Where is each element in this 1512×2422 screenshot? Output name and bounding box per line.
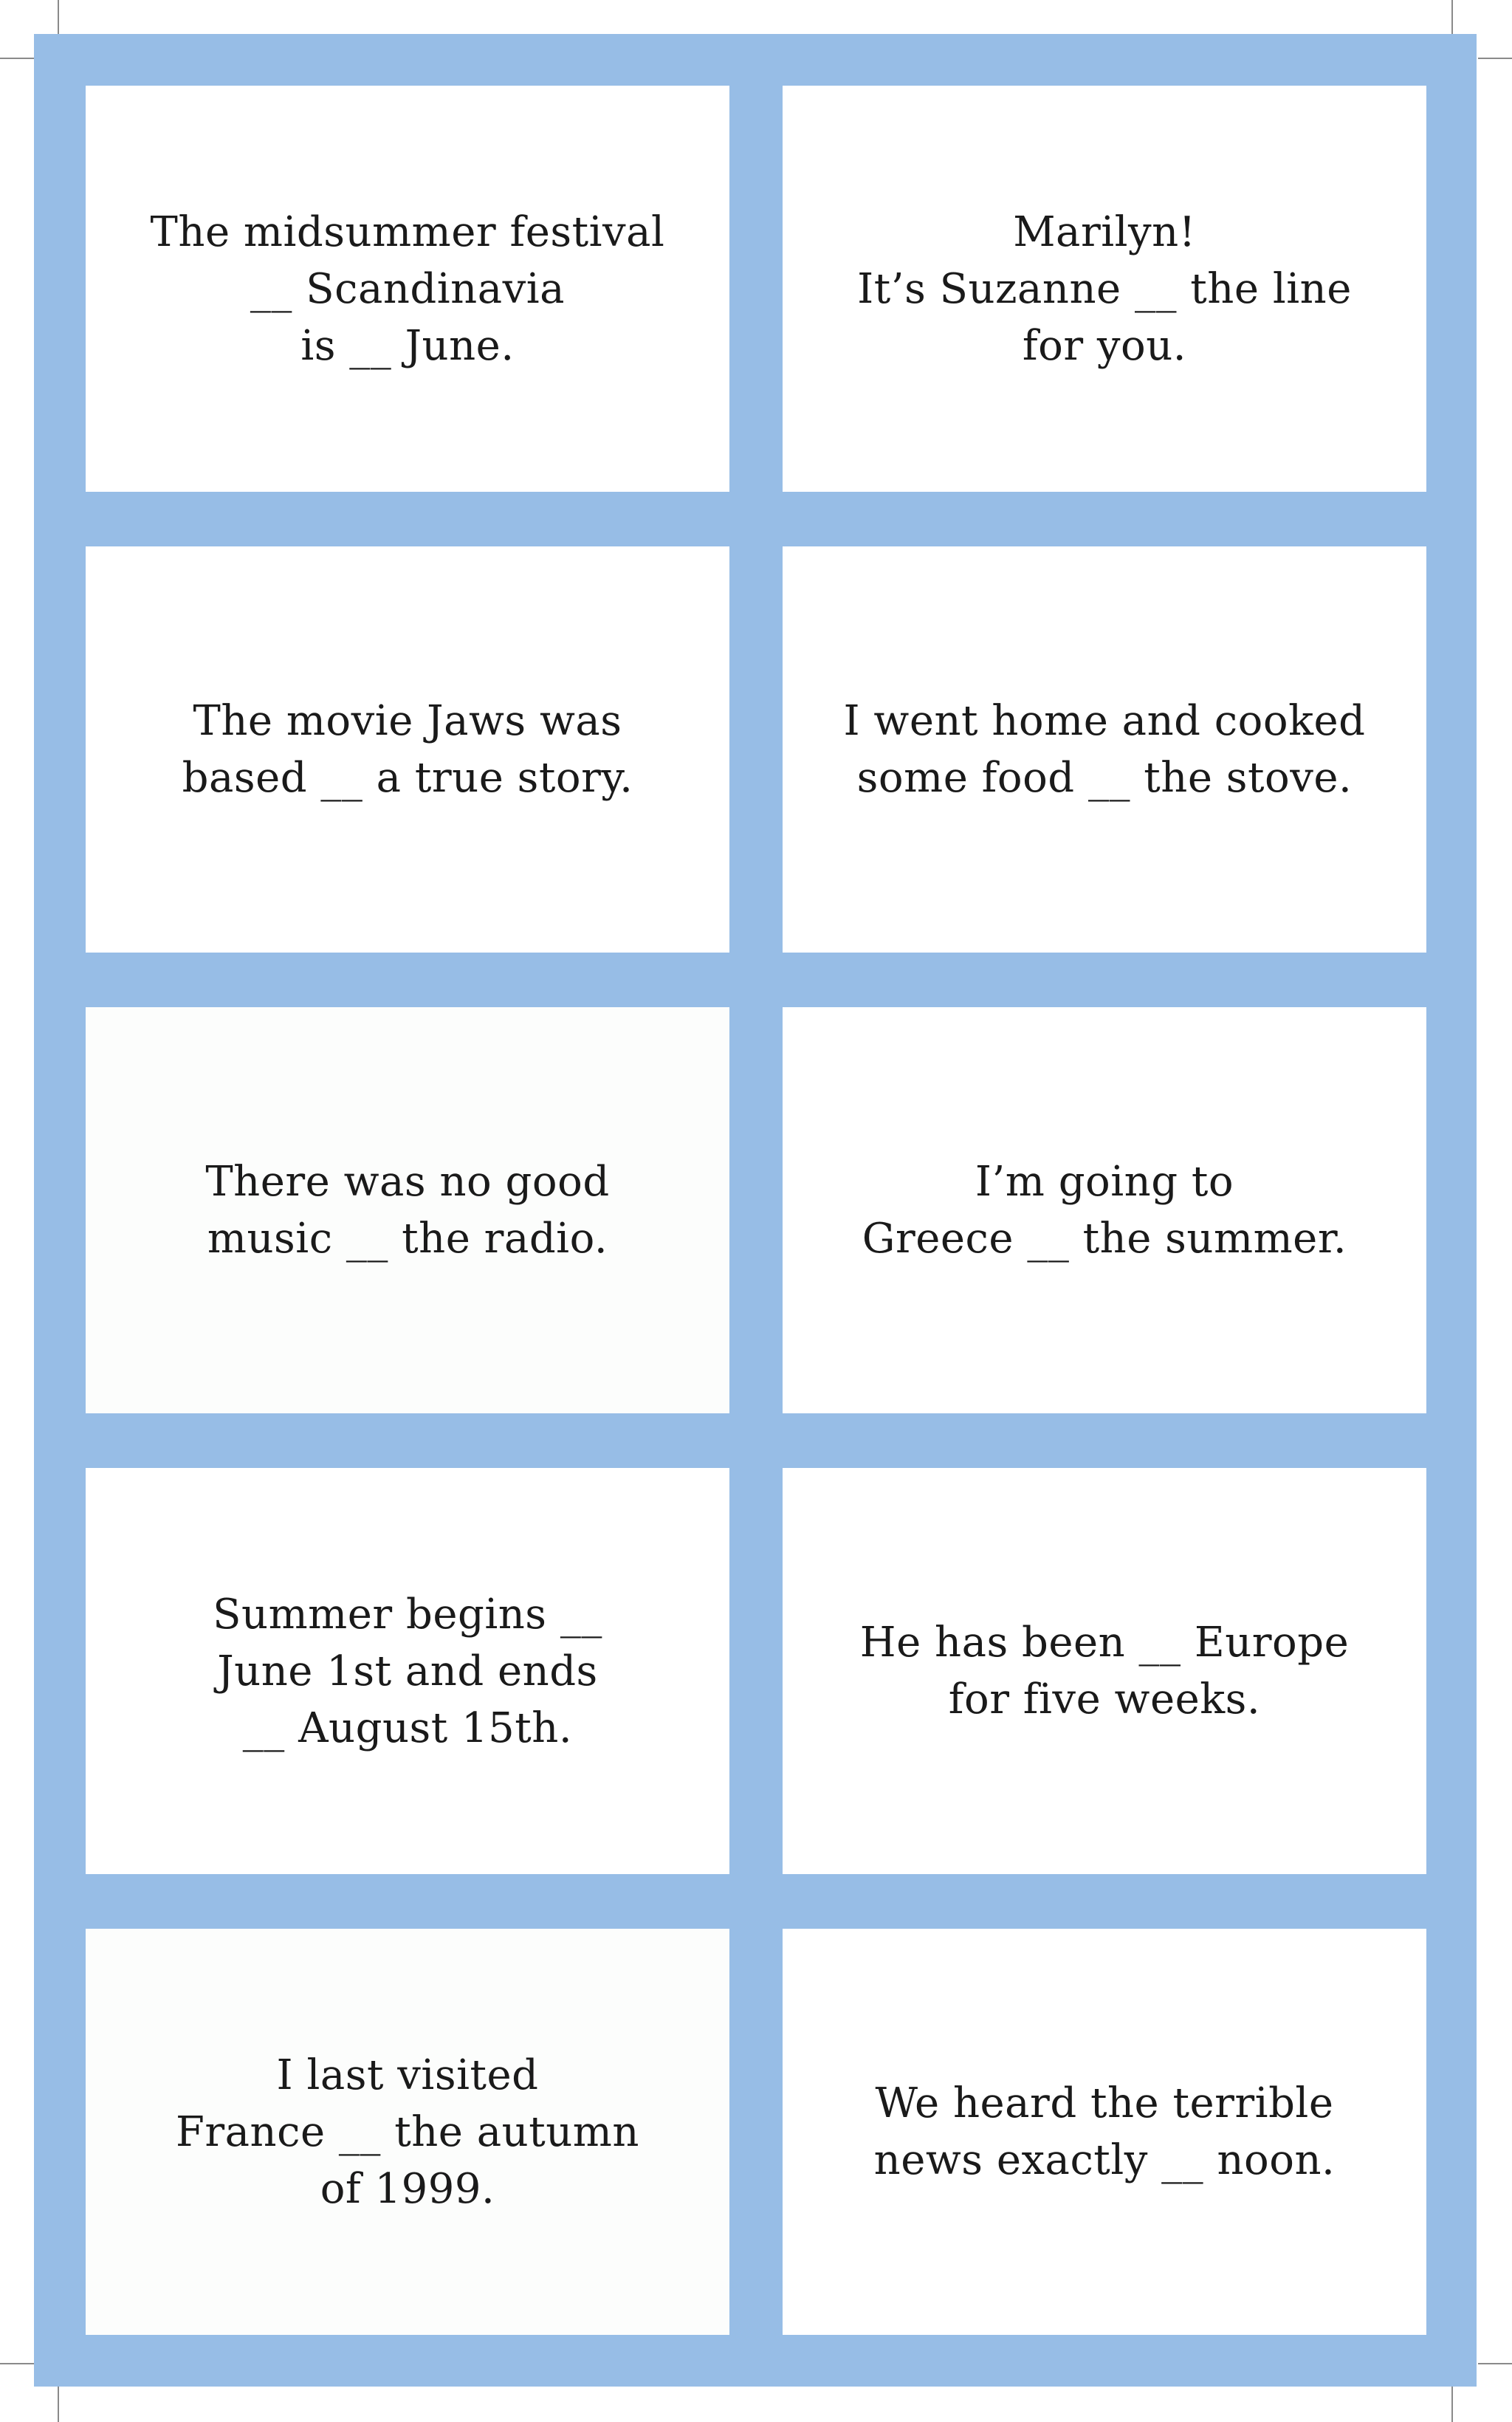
card-1 [86,86,729,492]
crop-mark-top-left-h [0,58,34,59]
card-9 [86,1929,729,2335]
card-6 [783,1007,1426,1413]
crop-mark-top-left-v [58,0,59,34]
crop-mark-bottom-right-h [1478,2363,1512,2364]
card-2 [783,86,1426,492]
card-7 [86,1468,729,1874]
crop-mark-top-right-h [1478,58,1512,59]
crop-mark-bottom-left-v [58,2387,59,2422]
card-text: He has been __ Europe for five weeks. [859,1619,1350,1723]
card-text: Marilyn! It’s Suzanne __ the line for you. [857,207,1352,370]
card-8 [783,1468,1426,1874]
card-10 [783,1929,1426,2335]
card-text: We heard the terrible news exactly __ noon. [873,2079,1336,2184]
card-3 [86,546,729,953]
card-4 [783,546,1426,953]
card-text: I last visited France __ the autumn of 1999. [176,2051,639,2213]
card-text: The movie Jaws was based __ a true story. [182,697,633,802]
card-5 [86,1007,729,1413]
card-text: There was no good music __ the radio. [205,1158,610,1263]
card-text: The midsummer festival __ Scandinavia is __ June. [150,207,665,370]
card-text: Summer begins __ June 1st and ends __ August 15th. [213,1590,602,1752]
crop-mark-bottom-left-h [0,2363,34,2364]
crop-mark-top-right-v [1451,0,1453,34]
card-text: I’m going to Greece __ the summer. [862,1158,1347,1263]
card-text: I went home and cooked some food __ the stove. [843,697,1366,802]
crop-mark-bottom-right-v [1451,2387,1453,2422]
